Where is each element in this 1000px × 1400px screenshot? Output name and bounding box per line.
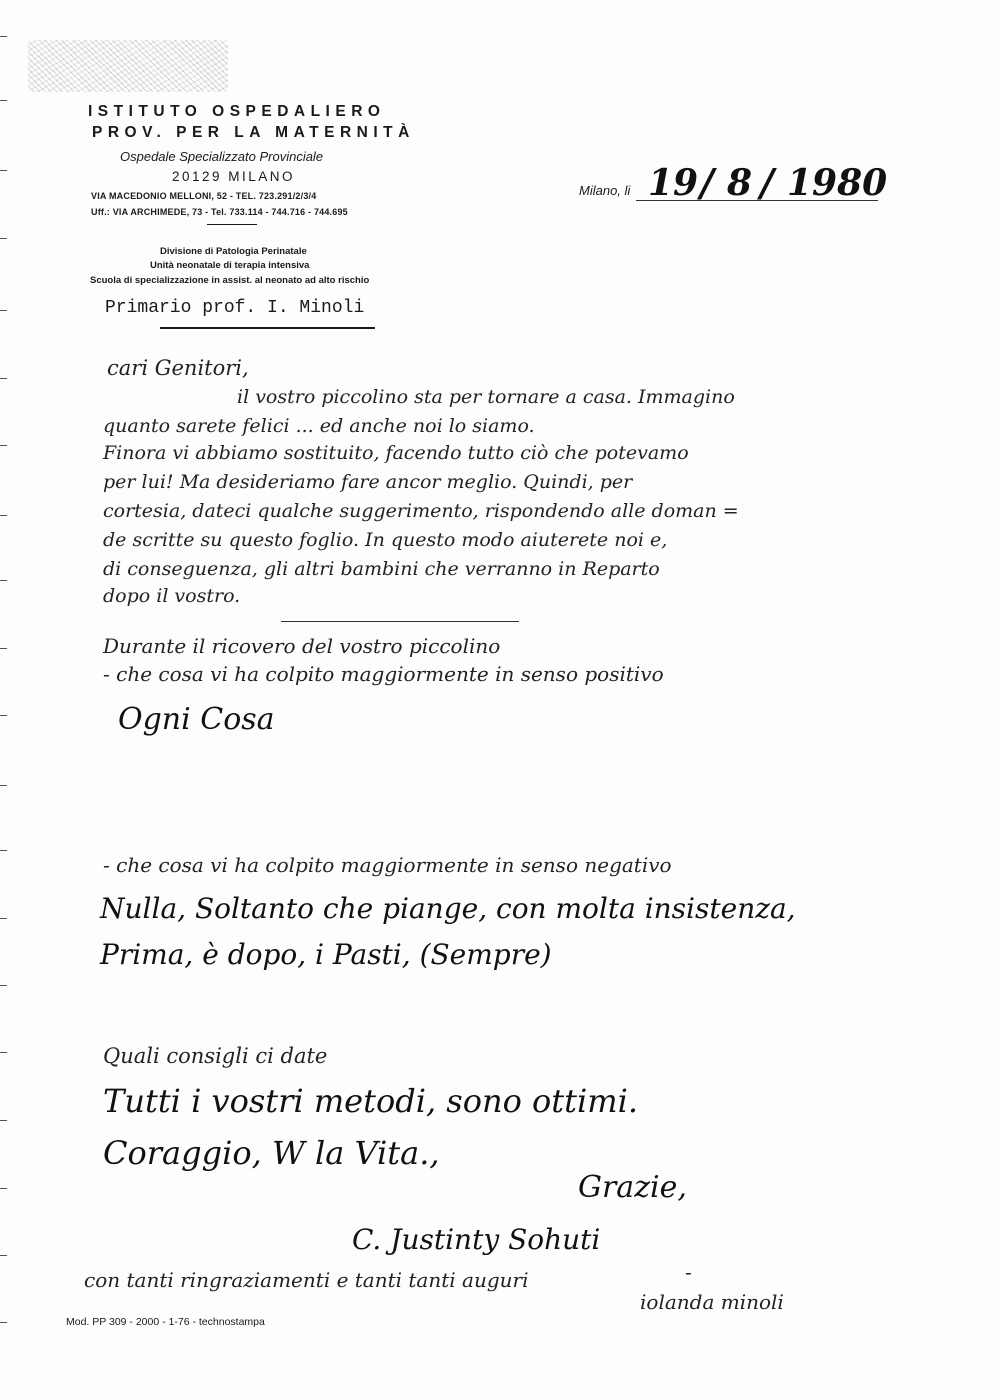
closing-dash: - — [685, 1260, 692, 1284]
closing-signature: iolanda minoli — [640, 1290, 784, 1314]
answer-3-line-2: Coraggio, W la Vita., — [103, 1134, 440, 1172]
date-slash-2: / — [760, 160, 774, 205]
header-primario: Primario prof. I. Minoli — [105, 298, 365, 318]
letter-line-7: di conseguenza, gli altri bambini che verranno in Reparto — [103, 558, 660, 580]
date-month: 8 — [727, 162, 753, 204]
header-institute-line1: ISTITUTO OSPEDALIERO — [88, 103, 386, 120]
primario-underline — [160, 327, 375, 329]
header-institute-line2: PROV. PER LA MATERNITÀ — [92, 124, 415, 141]
answer-2-line-2: Prima, è dopo, i Pasti, (Sempre) — [100, 938, 552, 971]
date-year: 1980 — [787, 162, 888, 204]
header-city: 20129 MILANO — [172, 169, 296, 184]
letter-line-4: per lui! Ma desideriamo fare ancor meglio. Quindi, per — [103, 471, 633, 493]
letter-line-8: dopo il vostro. — [103, 585, 241, 607]
scan-left-edge — [0, 0, 8, 1400]
date-day: 19 — [648, 162, 699, 204]
header-division-1: Divisione di Patologia Perinatale — [160, 246, 307, 257]
answer-3-line-1: Tutti i vostri metodi, sono ottimi. — [103, 1082, 638, 1120]
header-division-3: Scuola di specializzazione in assist. al neonato ad alto rischio — [90, 275, 370, 286]
questions-intro: Durante il ricovero del vostro piccolino — [103, 634, 501, 658]
letter-line-5: cortesia, dateci qualche suggerimento, rispondendo alle doman = — [103, 500, 739, 522]
answer-1: Ogni Cosa — [118, 702, 275, 737]
scan-smudge — [28, 40, 228, 92]
question-3: Quali consigli ci date — [103, 1044, 328, 1068]
answer-2-line-1: Nulla, Soltanto che piange, con molta insistenza, — [100, 892, 796, 925]
letter-line-1: il vostro piccolino sta per tornare a casa. Immagino — [237, 386, 735, 408]
thanks-note: Grazie, — [578, 1170, 687, 1205]
closing-line: con tanti ringraziamenti e tanti tanti auguri — [84, 1268, 529, 1292]
letter-line-2: quanto sarete felici ... ed anche noi lo siamo. — [103, 415, 535, 437]
parent-signature: C. Justinty Sohuti — [352, 1223, 601, 1256]
header-divider — [207, 224, 257, 225]
letter-salutation: cari Genitori, — [107, 356, 249, 380]
question-2: - che cosa vi ha colpito maggiormente in senso negativo — [103, 853, 672, 877]
date-slash-1: / — [700, 160, 714, 205]
letter-line-3: Finora vi abbiamo sostituito, facendo tutto ciò che potevamo — [103, 442, 689, 464]
header-address-2: Uff.: VIA ARCHIMEDE, 73 - Tel. 733.114 - 744.716 - 744.695 — [91, 207, 348, 217]
letter-line-6: de scritte su questo foglio. In questo modo aiuterete noi e, — [103, 529, 668, 551]
question-1: - che cosa vi ha colpito maggiormente in senso positivo — [103, 662, 664, 686]
footer-form-code: Mod. PP 309 - 2000 - 1-76 - technostampa — [66, 1316, 265, 1328]
header-division-2: Unità neonatale di terapia intensiva — [150, 260, 310, 271]
header-institute-line3: Ospedale Specializzato Provinciale — [120, 149, 324, 164]
date-label: Milano, li — [579, 183, 631, 198]
header-address-1: VIA MACEDONIO MELLONI, 52 - TEL. 723.291/2/3/4 — [91, 191, 317, 201]
section-divider — [281, 621, 519, 622]
